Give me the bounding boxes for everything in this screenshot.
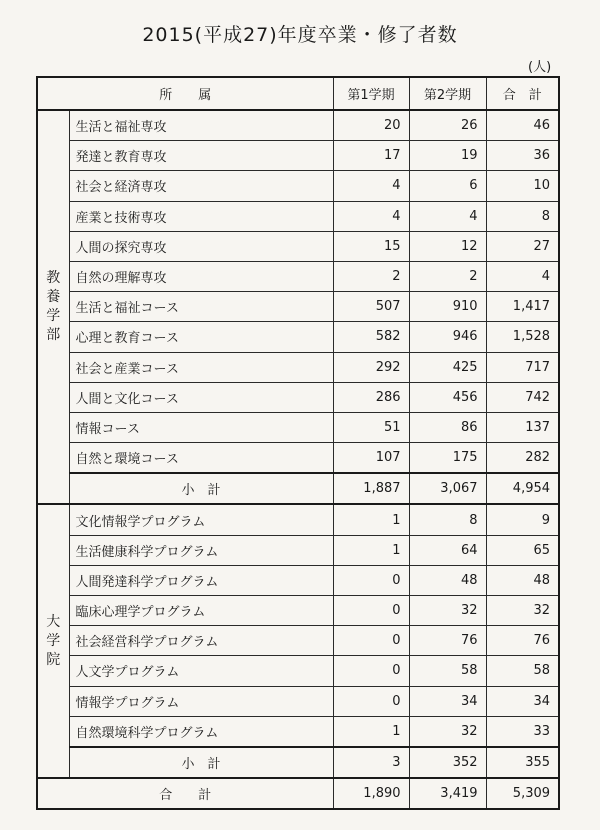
total-value: 32	[486, 596, 559, 626]
page-title: 2015(平成27)年度卒業・修了者数	[142, 24, 458, 46]
group-label-char: 部	[46, 327, 61, 344]
total-value: 65	[486, 535, 559, 565]
group-label-char: 学	[46, 632, 61, 649]
row-name: 心理と教育コース	[69, 322, 333, 352]
subtotal-term1: 3	[333, 747, 409, 778]
group-label-char: 学	[46, 308, 61, 325]
term1-value: 0	[333, 596, 409, 626]
term2-value: 12	[409, 231, 486, 261]
row-name: 臨床心理学プログラム	[69, 596, 333, 626]
grand-total-row	[37, 778, 559, 809]
row-name: 人間発達科学プログラム	[69, 565, 333, 595]
row-name: 生活と福祉コース	[69, 292, 333, 322]
term2-value: 6	[409, 171, 486, 201]
row-name: 文化情報学プログラム	[69, 504, 333, 535]
table-row	[37, 412, 559, 442]
table-row	[37, 626, 559, 656]
row-name: 自然と環境コース	[69, 443, 333, 474]
row-name: 社会と産業コース	[69, 352, 333, 382]
term1-value: 0	[333, 565, 409, 595]
table-row	[37, 565, 559, 595]
table-row	[37, 535, 559, 565]
table-row	[37, 171, 559, 201]
term2-value: 76	[409, 626, 486, 656]
table-row	[37, 504, 559, 535]
table-row	[37, 110, 559, 141]
subtotal-term2: 352	[409, 747, 486, 778]
graduates-table	[36, 76, 560, 810]
table-row	[37, 352, 559, 382]
term2-value: 175	[409, 443, 486, 474]
term1-value: 1	[333, 535, 409, 565]
total-value: 48	[486, 565, 559, 595]
term2-value: 64	[409, 535, 486, 565]
row-name: 人間の探究専攻	[69, 231, 333, 261]
term2-value: 58	[409, 656, 486, 686]
table-header-row	[37, 77, 559, 110]
term2-value: 456	[409, 382, 486, 412]
total-value: 717	[486, 352, 559, 382]
unit-label: (人)	[528, 60, 552, 75]
total-value: 34	[486, 686, 559, 716]
total-value: 1,528	[486, 322, 559, 352]
subtotal-label: 小 計	[69, 473, 333, 504]
total-value: 58	[486, 656, 559, 686]
term2-value: 34	[409, 686, 486, 716]
total-value: 36	[486, 141, 559, 171]
row-name: 発達と教育専攻	[69, 141, 333, 171]
row-name: 社会と経済専攻	[69, 171, 333, 201]
table-row	[37, 141, 559, 171]
row-name: 情報コース	[69, 412, 333, 442]
group-label	[37, 110, 69, 504]
term1-value: 51	[333, 412, 409, 442]
term2-value: 32	[409, 716, 486, 747]
group-label-char: 教	[46, 270, 61, 287]
grand-total-total: 5,309	[486, 778, 559, 809]
grand-total-term2: 3,419	[409, 778, 486, 809]
row-name: 情報学プログラム	[69, 686, 333, 716]
table-row	[37, 596, 559, 626]
subtotal-label: 小 計	[69, 747, 333, 778]
subtotal-total: 4,954	[486, 473, 559, 504]
term2-value: 8	[409, 504, 486, 535]
term1-value: 0	[333, 686, 409, 716]
term1-value: 582	[333, 322, 409, 352]
term1-value: 1	[333, 716, 409, 747]
term2-value: 946	[409, 322, 486, 352]
group-label-char: 院	[46, 651, 61, 668]
total-value: 1,417	[486, 292, 559, 322]
table-row	[37, 231, 559, 261]
grand-total-term1: 1,890	[333, 778, 409, 809]
term2-value: 48	[409, 565, 486, 595]
group-label-char: 大	[46, 613, 61, 630]
total-value: 46	[486, 110, 559, 141]
header-term2: 第2学期	[409, 77, 486, 110]
group-label-char: 養	[46, 289, 61, 306]
table-row	[37, 261, 559, 291]
total-value: 4	[486, 261, 559, 291]
table-row	[37, 322, 559, 352]
total-value: 8	[486, 201, 559, 231]
total-value: 10	[486, 171, 559, 201]
term1-value: 17	[333, 141, 409, 171]
term2-value: 4	[409, 201, 486, 231]
term2-value: 19	[409, 141, 486, 171]
term2-value: 425	[409, 352, 486, 382]
header-term1: 第1学期	[333, 77, 409, 110]
table-row	[37, 686, 559, 716]
grand-total-label: 合 計	[37, 778, 333, 809]
term1-value: 286	[333, 382, 409, 412]
row-name: 人文学プログラム	[69, 656, 333, 686]
total-value: 33	[486, 716, 559, 747]
total-value: 742	[486, 382, 559, 412]
term1-value: 4	[333, 171, 409, 201]
row-name: 自然の理解専攻	[69, 261, 333, 291]
subtotal-term1: 1,887	[333, 473, 409, 504]
term1-value: 4	[333, 201, 409, 231]
total-value: 282	[486, 443, 559, 474]
term1-value: 107	[333, 443, 409, 474]
table-row	[37, 201, 559, 231]
subtotal-row	[37, 747, 559, 778]
row-name: 自然環境科学プログラム	[69, 716, 333, 747]
term1-value: 2	[333, 261, 409, 291]
subtotal-term2: 3,067	[409, 473, 486, 504]
term1-value: 292	[333, 352, 409, 382]
row-name: 産業と技術専攻	[69, 201, 333, 231]
term2-value: 86	[409, 412, 486, 442]
subtotal-row	[37, 473, 559, 504]
table-row	[37, 716, 559, 747]
table-row	[37, 292, 559, 322]
total-value: 27	[486, 231, 559, 261]
term2-value: 910	[409, 292, 486, 322]
row-name: 生活健康科学プログラム	[69, 535, 333, 565]
total-value: 76	[486, 626, 559, 656]
header-affiliation: 所 属	[37, 77, 333, 110]
term2-value: 2	[409, 261, 486, 291]
subtotal-total: 355	[486, 747, 559, 778]
term1-value: 0	[333, 626, 409, 656]
total-value: 9	[486, 504, 559, 535]
header-total: 合 計	[486, 77, 559, 110]
table-row	[37, 382, 559, 412]
term1-value: 0	[333, 656, 409, 686]
row-name: 生活と福祉専攻	[69, 110, 333, 141]
term2-value: 26	[409, 110, 486, 141]
term2-value: 32	[409, 596, 486, 626]
table-row	[37, 656, 559, 686]
row-name: 社会経営科学プログラム	[69, 626, 333, 656]
table-row	[37, 443, 559, 474]
term1-value: 15	[333, 231, 409, 261]
term1-value: 20	[333, 110, 409, 141]
total-value: 137	[486, 412, 559, 442]
group-label	[37, 504, 69, 778]
row-name: 人間と文化コース	[69, 382, 333, 412]
term1-value: 1	[333, 504, 409, 535]
term1-value: 507	[333, 292, 409, 322]
